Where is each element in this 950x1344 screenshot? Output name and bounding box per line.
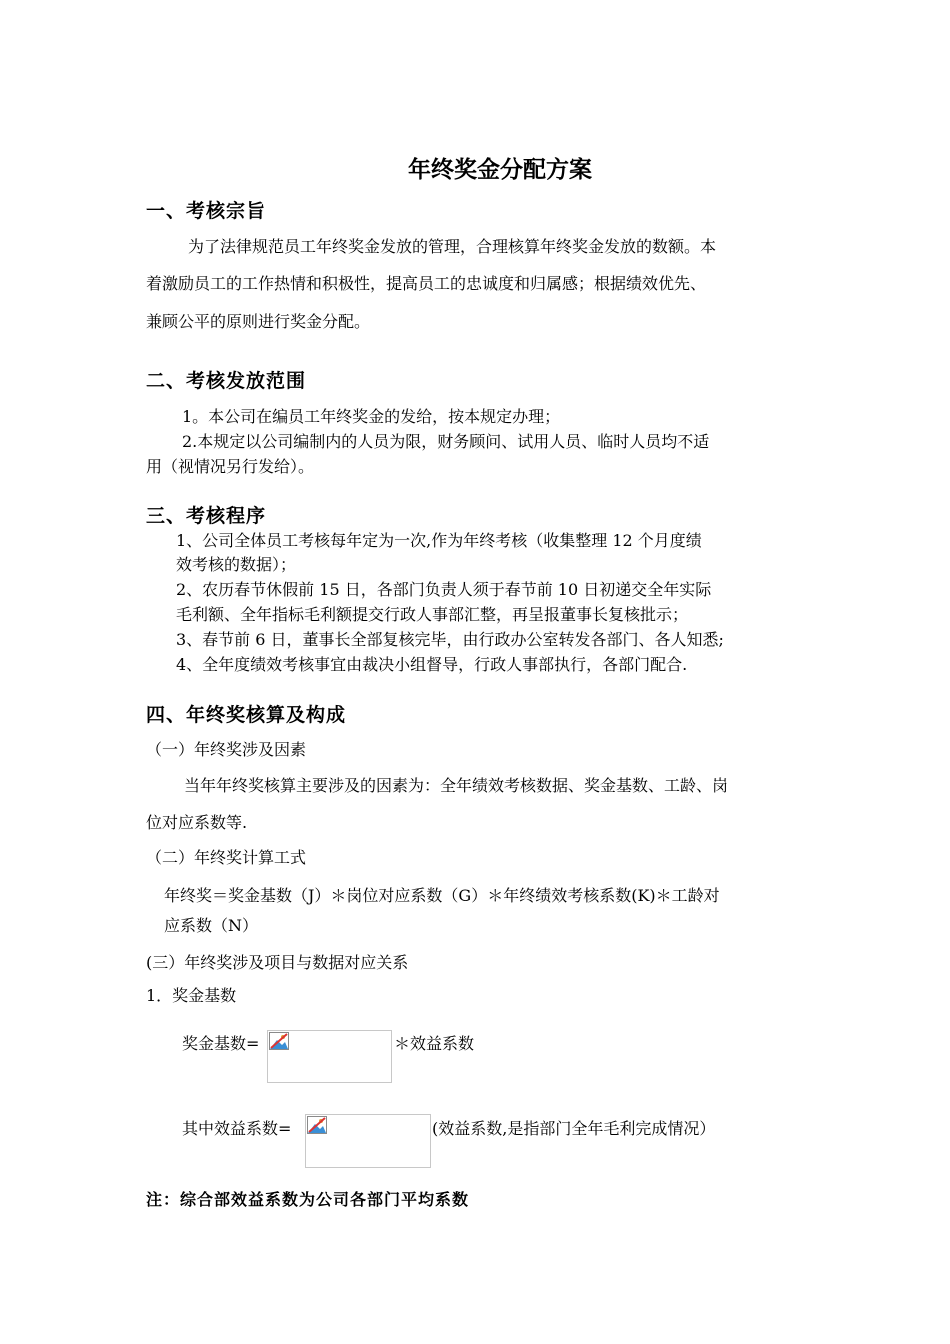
subsection-heading: （二）年终奖计算工式 (146, 848, 307, 867)
benefit-coefficient-explanation: (效益系数,是指部门全年毛利完成情况） (432, 1119, 716, 1138)
document-title: 年终奖金分配方案 (408, 156, 592, 183)
list-item: 1、公司全体员工考核每年定为一次,作为年终考核（收集整理 12 个月度绩 (176, 531, 702, 550)
section-heading-purpose: 一、考核宗旨 (146, 200, 267, 222)
section-heading-scope: 二、考核发放范围 (146, 370, 307, 392)
formula-line: 年终奖＝奖金基数（J）＊岗位对应系数（G）＊年终绩效考核系数(K)＊工龄对 (164, 886, 720, 905)
bonus-base-label: 奖金基数= (182, 1034, 260, 1053)
subsection-heading: (三）年终奖涉及项目与数据对应关系 (146, 953, 409, 972)
item-heading: 1．奖金基数 (146, 986, 237, 1005)
list-item: 毛利额、全年指标毛利额提交行政人事部汇整，再呈报董事长复核批示； (176, 605, 689, 624)
subsection-heading: （一）年终奖涉及因素 (146, 740, 307, 759)
paragraph-line: 1。本公司在编员工年终奖金的发给，按本规定办理； (182, 407, 561, 426)
formula-line: 应系数（N） (164, 916, 259, 935)
benefit-coefficient-label: 其中效益系数= (182, 1119, 292, 1138)
section-heading-procedure: 三、考核程序 (146, 505, 267, 527)
paragraph-line: 2.本规定以公司编制内的人员为限，财务顾问、试用人员、临时人员均不适 (182, 432, 710, 451)
formula-image (267, 1030, 392, 1083)
list-item: 4、全年度绩效考核事宜由裁决小组督导，行政人事部执行，各部门配合. (176, 655, 688, 674)
paragraph-line: 用（视情况另行发给）。 (146, 457, 315, 476)
list-item: 3、春节前 6 日，董事长全部复核完毕，由行政办公室转发各部门、各人知悉; (176, 630, 724, 649)
paragraph-line: 着激励员工的工作热情和积极性，提高员工的忠诚度和归属感；根据绩效优先、 (146, 274, 707, 293)
broken-image-icon (307, 1116, 327, 1134)
list-item: 2、农历春节休假前 15 日，各部门负责人须于春节前 10 日初递交全年实际 (176, 580, 712, 599)
paragraph-line: 兼顾公平的原则进行奖金分配。 (146, 312, 371, 331)
bonus-base-suffix: ＊效益系数 (394, 1034, 475, 1053)
formula-image (305, 1114, 431, 1168)
list-item: 效考核的数据）； (176, 555, 297, 574)
paragraph-line: 当年年终奖核算主要涉及的因素为：全年绩效考核数据、奖金基数、工龄、岗 (184, 776, 729, 795)
paragraph-line: 为了法律规范员工年终奖金发放的管理，合理核算年终奖金发放的数额。本 (188, 237, 717, 256)
broken-image-icon (269, 1032, 289, 1050)
paragraph-line: 位对应系数等. (146, 813, 248, 832)
section-heading-calculation: 四、年终奖核算及构成 (146, 704, 347, 726)
footnote: 注：综合部效益系数为公司各部门平均系数 (146, 1190, 470, 1209)
